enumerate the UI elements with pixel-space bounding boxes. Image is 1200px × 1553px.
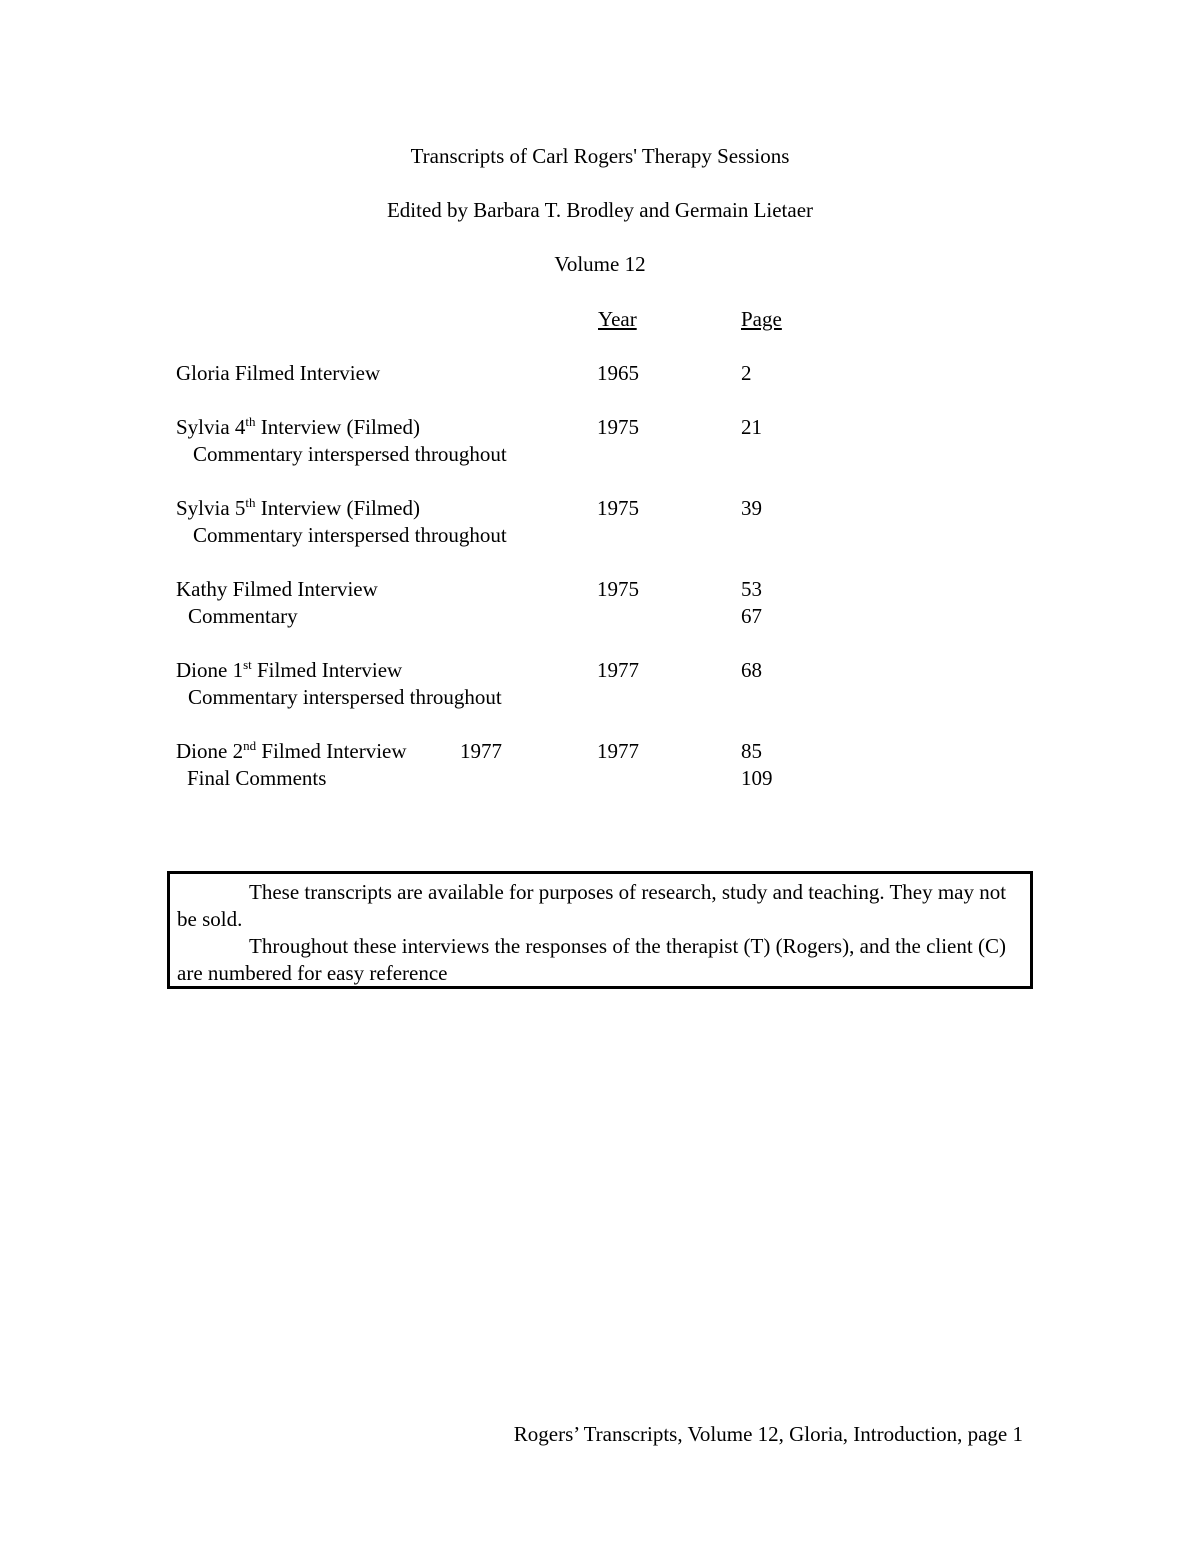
notice-paragraph: These transcripts are available for purposes of research, study and teaching. They may not be sold. xyxy=(177,880,1007,931)
document-title: Transcripts of Carl Rogers' Therapy Sessions xyxy=(410,144,790,168)
page-footer: Rogers’ Transcripts, Volume 12, Gloria, Introduction, page 1 xyxy=(513,1422,1023,1446)
entry-page: 68 xyxy=(741,658,762,682)
entry-subtitle: Final Comments xyxy=(187,766,327,790)
entry-title: Dione 2nd Filmed Interview xyxy=(176,738,407,763)
column-header-year: Year xyxy=(598,307,637,331)
entry-subtitle: Commentary xyxy=(188,604,298,628)
entry-year: 1977 xyxy=(597,658,639,682)
column-header-page: Page xyxy=(741,307,782,331)
volume-label: Volume 12 xyxy=(554,252,646,276)
entry-subpage: 67 xyxy=(741,604,762,628)
notice-box xyxy=(167,871,1033,989)
entry-year: 1975 xyxy=(597,415,639,439)
entry-year: 1977 xyxy=(597,739,639,763)
entry-subtitle: Commentary interspersed throughout xyxy=(188,685,502,709)
notice-paragraph: Throughout these interviews the responses of the therapist (T) (Rogers), and the client (C) are numbered for easy reference xyxy=(177,934,1006,985)
entry-title: Dione 1st Filmed Interview xyxy=(176,657,403,682)
entry-title: Gloria Filmed Interview xyxy=(176,361,381,385)
entry-page: 2 xyxy=(741,361,752,385)
entry-subpage: 109 xyxy=(741,766,773,790)
entry-page: 39 xyxy=(741,496,762,520)
entry-year: 1975 xyxy=(597,577,639,601)
entry-title: Sylvia 4th Interview (Filmed) xyxy=(176,414,420,439)
entry-subtitle: Commentary interspersed throughout xyxy=(193,442,507,466)
entry-title-year: 1977 xyxy=(460,739,502,763)
entry-subtitle: Commentary interspersed throughout xyxy=(193,523,507,547)
entry-title: Sylvia 5th Interview (Filmed) xyxy=(176,495,420,520)
entry-title: Kathy Filmed Interview xyxy=(176,577,378,601)
entry-year: 1975 xyxy=(597,496,639,520)
entry-page: 85 xyxy=(741,739,762,763)
entry-page: 53 xyxy=(741,577,762,601)
entry-year: 1965 xyxy=(597,361,639,385)
entry-page: 21 xyxy=(741,415,762,439)
editors-line: Edited by Barbara T. Brodley and Germain Lietaer xyxy=(386,198,814,222)
